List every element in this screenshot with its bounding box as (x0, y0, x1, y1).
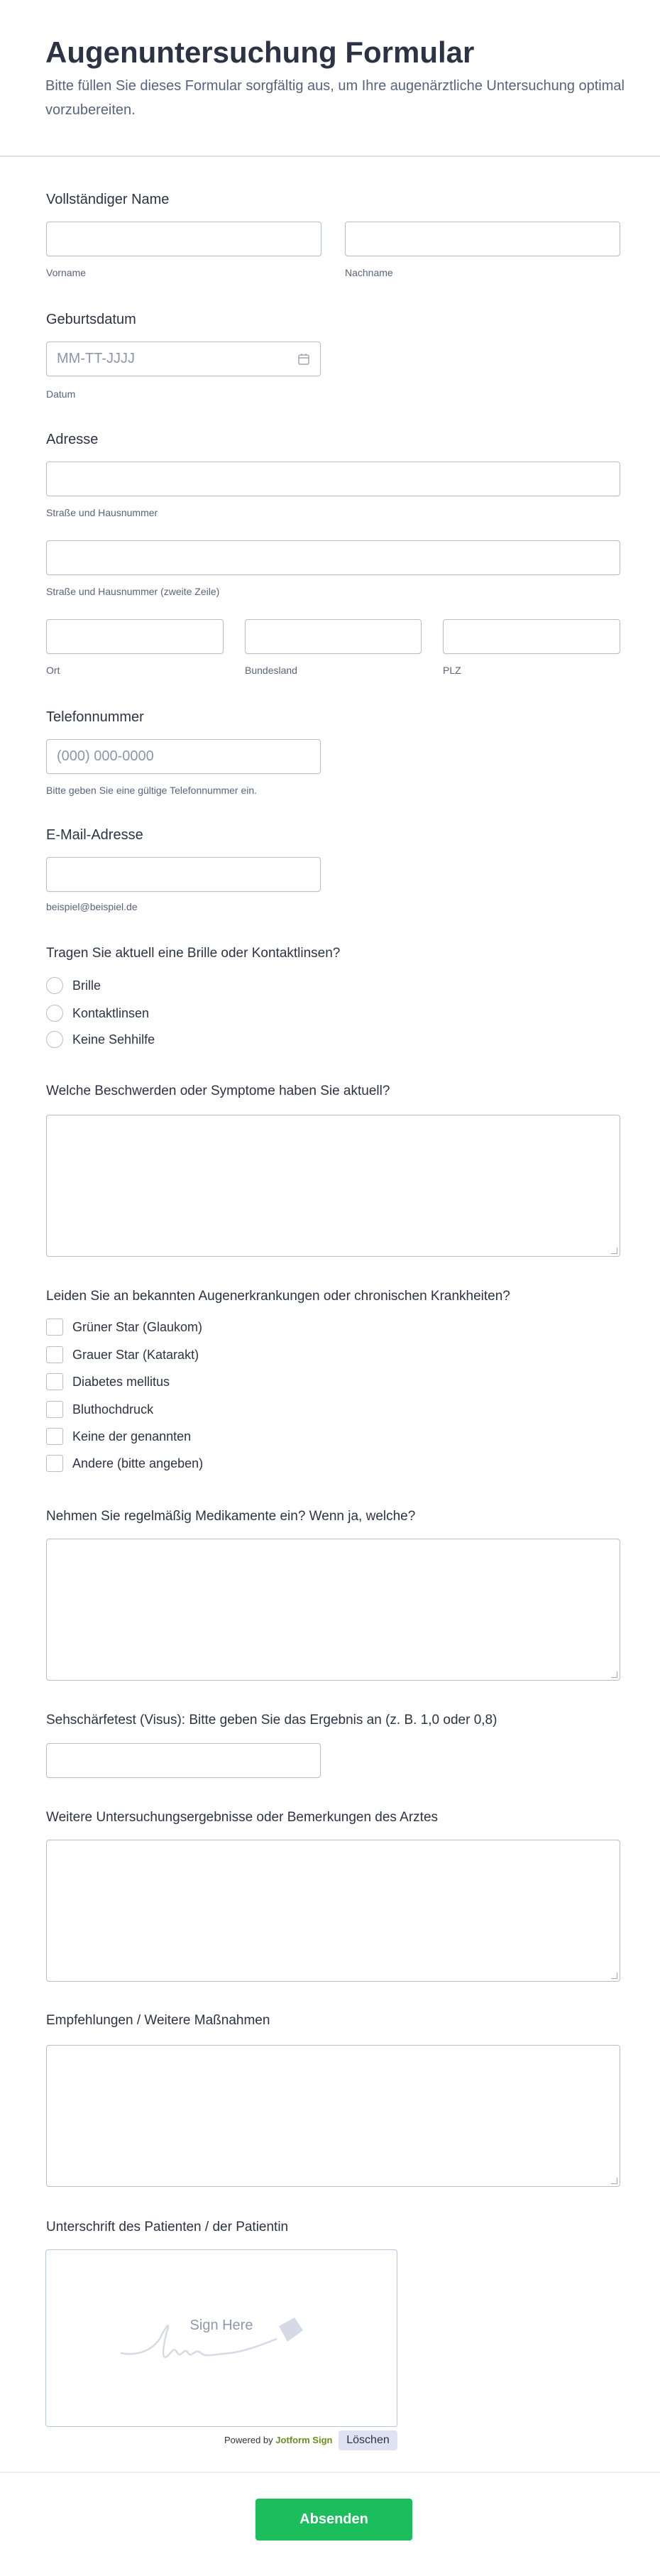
birthdate-input[interactable] (46, 342, 321, 376)
sign-here-placeholder: Sign Here (189, 2318, 253, 2333)
zip-sublabel: PLZ (443, 665, 461, 676)
glasses-label: Tragen Sie aktuell eine Brille oder Kontaktlinsen? (46, 946, 341, 961)
checkbox-option[interactable] (46, 1428, 191, 1445)
page-title: Augenuntersuchung Formular (45, 36, 475, 69)
city-input[interactable] (46, 619, 224, 654)
footer-divider (0, 2472, 660, 2473)
symptoms-label: Welche Beschwerden oder Symptome haben Sie aktuell? (46, 1084, 390, 1098)
visus-input[interactable] (46, 1743, 321, 1778)
radio-option[interactable] (46, 1005, 149, 1022)
checkbox-option[interactable] (46, 1346, 199, 1363)
street2-input[interactable] (46, 540, 620, 575)
powered-by-text: Powered by (224, 2435, 273, 2445)
street-input[interactable] (46, 462, 620, 496)
checkbox[interactable] (46, 1401, 63, 1418)
checkbox-label: Grauer Star (Katarakt) (72, 1347, 199, 1362)
birthdate-label: Geburtsdatum (46, 312, 136, 327)
state-sublabel: Bundesland (245, 665, 297, 676)
radio-option[interactable] (46, 977, 101, 994)
recommendations-label: Empfehlungen / Weitere Maßnahmen (46, 2013, 270, 2028)
zip-input[interactable] (443, 619, 620, 654)
first-name-input[interactable] (46, 222, 321, 256)
checkbox-option[interactable] (46, 1455, 203, 1472)
radio-button[interactable] (46, 1031, 63, 1048)
last-name-input[interactable] (345, 222, 620, 256)
checkbox[interactable] (46, 1455, 63, 1472)
phone-label: Telefonnummer (46, 709, 144, 725)
signature-pad[interactable] (45, 2249, 397, 2427)
signature-label: Unterschrift des Patienten / der Patientin (46, 2220, 289, 2234)
radio-button[interactable] (46, 977, 63, 994)
checkbox-label: Diabetes mellitus (72, 1374, 170, 1389)
checkbox-label: Andere (bitte angeben) (72, 1456, 204, 1470)
phone-hint: Bitte geben Sie eine gültige Telefonnummer ein. (46, 785, 258, 796)
full-name-label: Vollständiger Name (46, 192, 170, 207)
email-hint: beispiel@beispiel.de (46, 901, 138, 912)
first-name-sublabel: Vorname (46, 267, 87, 278)
checkbox-option[interactable] (46, 1401, 153, 1418)
city-sublabel: Ort (46, 665, 60, 676)
header-divider (0, 155, 660, 157)
checkbox-label: Grüner Star (Glaukom) (72, 1319, 203, 1334)
radio-label: Brille (72, 978, 101, 993)
birthdate-placeholder: MM-TT-JJJJ (57, 351, 135, 366)
last-name-sublabel: Nachname (345, 267, 393, 278)
email-label: E-Mail-Adresse (46, 827, 143, 843)
visus-label: Sehschärfetest (Visus): Bitte geben Sie das Ergebnis an (z. B. 1,0 oder 0,8) (46, 1713, 497, 1728)
radio-option[interactable] (46, 1031, 155, 1048)
address-label: Adresse (46, 432, 99, 447)
radio-label: Keine Sehhilfe (72, 1032, 155, 1047)
radio-label: Kontaktlinsen (72, 1005, 150, 1020)
submit-button[interactable]: Absenden (255, 2499, 412, 2540)
medication-label: Nehmen Sie regelmäßig Medikamente ein? Wenn ja, welche? (46, 1509, 416, 1524)
symptoms-textarea[interactable] (46, 1115, 620, 1257)
checkbox[interactable] (46, 1319, 63, 1336)
street2-sublabel: Straße und Hausnummer (zweite Zeile) (46, 586, 220, 597)
checkbox[interactable] (46, 1428, 63, 1445)
powered-by (224, 2435, 332, 2445)
street-sublabel: Straße und Hausnummer (46, 507, 158, 518)
checkbox-option[interactable] (46, 1373, 170, 1390)
birthdate-sublabel: Datum (46, 388, 76, 400)
checkbox-label: Keine der genannten (72, 1429, 192, 1443)
checkbox[interactable] (46, 1346, 63, 1363)
email-input[interactable] (46, 857, 321, 892)
calendar-icon[interactable] (297, 353, 310, 366)
checkbox-option[interactable] (46, 1319, 202, 1336)
phone-placeholder: (000) 000-0000 (57, 748, 154, 764)
jotform-sign-logo: Jotform Sign (275, 2435, 333, 2445)
recommendations-textarea[interactable] (46, 2045, 620, 2187)
conditions-label: Leiden Sie an bekannten Augenerkrankungen oder chronischen Krankheiten? (46, 1289, 510, 1304)
page-description: Bitte füllen Sie dieses Formular sorgfältig aus, um Ihre augenärztliche Untersuchung optimal vorzubereiten. (45, 78, 625, 118)
radio-button[interactable] (46, 1005, 63, 1022)
phone-input[interactable] (46, 739, 321, 774)
checkbox[interactable] (46, 1373, 63, 1390)
findings-textarea[interactable] (46, 1840, 620, 1982)
findings-label: Weitere Untersuchungsergebnisse oder Bemerkungen des Arztes (46, 1810, 439, 1825)
state-input[interactable] (245, 619, 422, 654)
checkbox-label: Bluthochdruck (72, 1402, 154, 1417)
clear-signature-button[interactable]: Löschen (339, 2430, 397, 2450)
medication-textarea[interactable] (46, 1539, 620, 1681)
